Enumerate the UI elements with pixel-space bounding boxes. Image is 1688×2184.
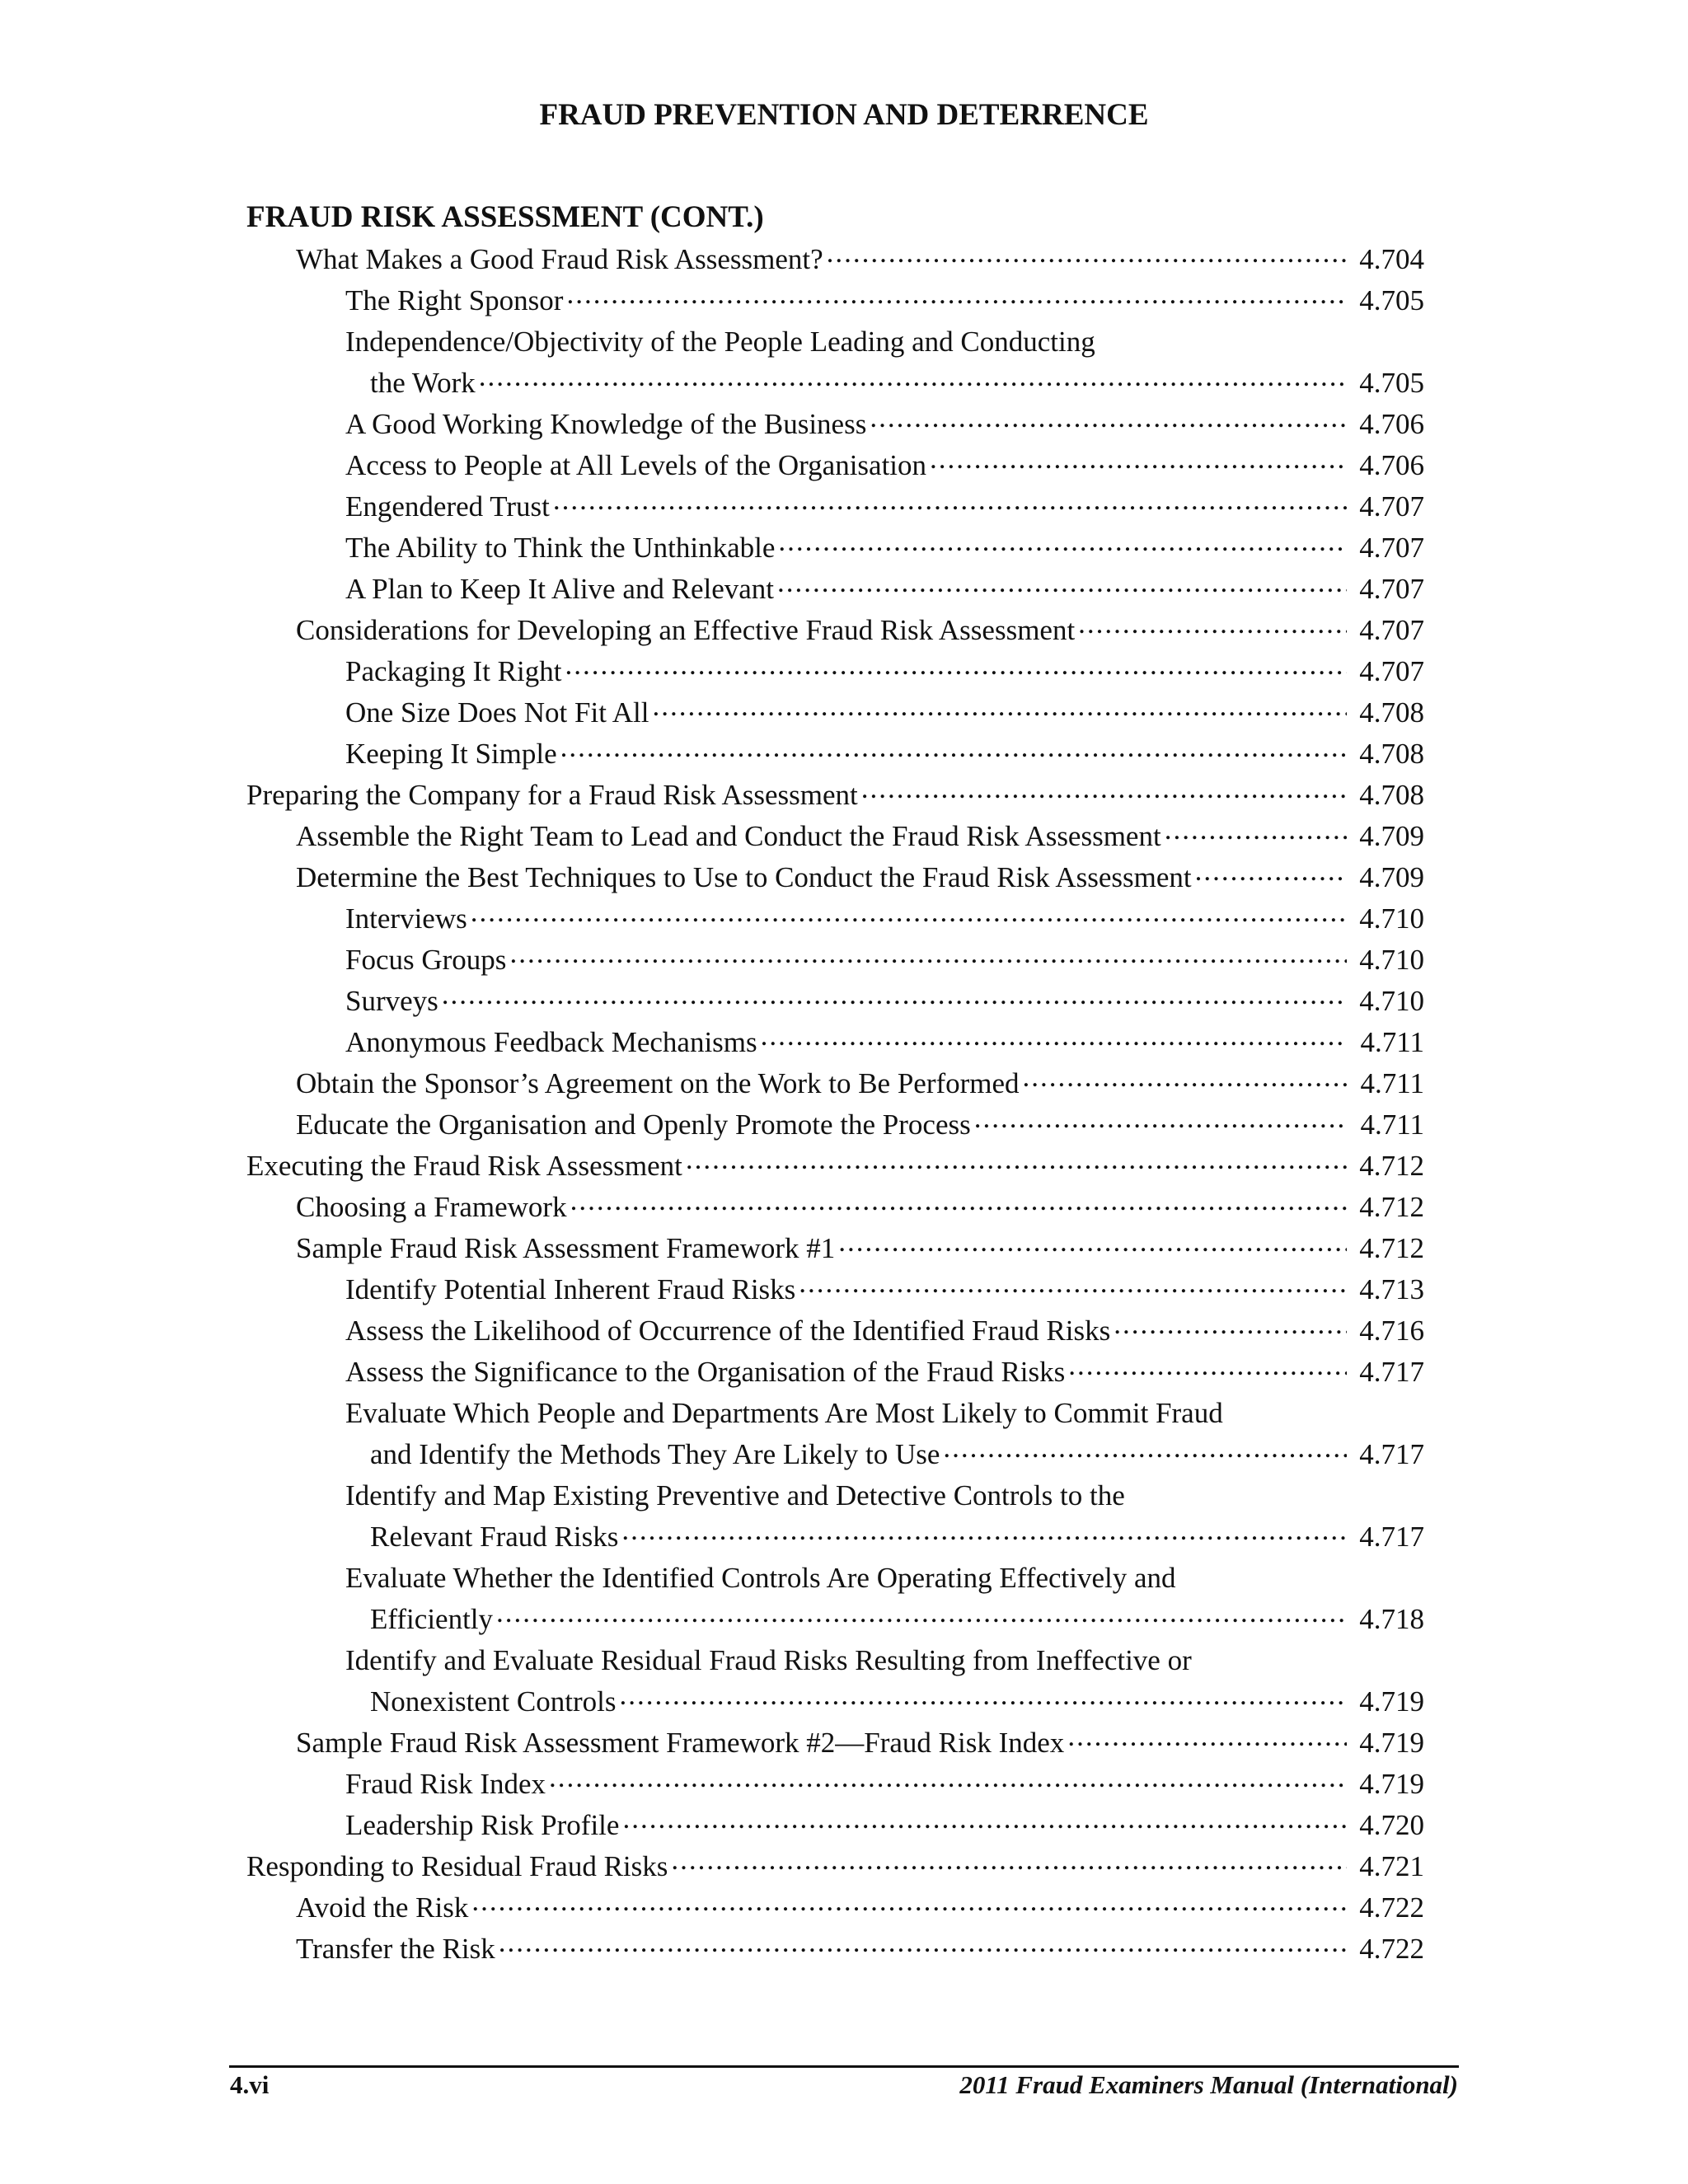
toc-entry[interactable]: [0, 733, 1688, 775]
toc-entry[interactable]: [0, 1146, 1688, 1187]
toc-entry[interactable]: [0, 816, 1688, 857]
toc-entry[interactable]: [0, 1640, 1688, 1722]
toc-entry-title: A Plan to Keep It Alive and Relevant: [345, 573, 775, 605]
toc-entry[interactable]: [0, 940, 1688, 981]
toc-entry-title: Sample Fraud Risk Assessment Framework #1: [296, 1232, 836, 1264]
toc-entry-title: Engendered Trust: [345, 490, 550, 523]
toc-page-number: 4.707: [1359, 573, 1424, 605]
toc-page-number: 4.709: [1359, 820, 1424, 852]
dot-leader: [861, 783, 1347, 816]
toc-page-number: 4.721: [1359, 1850, 1424, 1882]
toc-entry-title: Evaluate Which People and Departments Are Most Likely to Commit Fraud: [345, 1397, 1223, 1429]
toc-page-number: 4.705: [1359, 367, 1424, 399]
toc-entry-title: Educate the Organisation and Openly Promote the Process: [296, 1108, 971, 1141]
toc-page-number: 4.709: [1359, 861, 1424, 893]
toc-entry-title: The Ability to Think the Unthinkable: [345, 532, 776, 564]
toc-page-number: 4.708: [1359, 738, 1424, 770]
toc-page-number: 4.716: [1359, 1315, 1424, 1347]
toc-entry[interactable]: [0, 1310, 1688, 1352]
toc-page-number: 4.710: [1359, 985, 1424, 1017]
dot-leader: [943, 1442, 1347, 1475]
toc-entry-title: A Good Working Knowledge of the Business: [345, 408, 867, 440]
toc-entry-title: and Identify the Methods They Are Likely to Use: [370, 1438, 940, 1470]
toc-entry-title: Evaluate Whether the Identified Controls Are Operating Effectively and: [345, 1562, 1176, 1594]
toc-page-number: 4.710: [1359, 944, 1424, 976]
toc-page-number: 4.717: [1359, 1521, 1424, 1553]
toc-entry-title: Avoid the Risk: [296, 1891, 469, 1924]
dot-leader: [761, 1030, 1347, 1063]
toc-entry-title: Identify and Map Existing Preventive and Detective Controls to the: [345, 1479, 1125, 1511]
toc-page-number: 4.719: [1359, 1768, 1424, 1800]
dot-leader: [799, 1277, 1347, 1310]
toc-entry-title: Transfer the Risk: [296, 1933, 495, 1965]
toc-entry-title: the Work: [370, 367, 476, 399]
toc-page-number: 4.711: [1360, 1026, 1424, 1058]
dot-leader: [619, 1690, 1347, 1722]
toc-entry[interactable]: [0, 1063, 1688, 1104]
toc-page-number: 4.718: [1359, 1603, 1424, 1635]
toc-entry-title: Access to People at All Levels of the Organisation: [345, 449, 927, 481]
toc-entry[interactable]: [0, 486, 1688, 527]
toc-entry-title: Obtain the Sponsor’s Agreement on the Work to Be Performed: [296, 1067, 1020, 1099]
toc-entry-title: One Size Does Not Fit All: [345, 696, 649, 729]
toc-entry-title: Independence/Objectivity of the People Leading and Conducting: [345, 326, 1095, 358]
footer-page-number: 4.vi: [230, 2070, 270, 2099]
dot-leader: [777, 577, 1347, 610]
toc-entry[interactable]: [0, 1352, 1688, 1393]
toc-entry[interactable]: [0, 404, 1688, 445]
dot-leader: [566, 288, 1347, 321]
dot-leader: [479, 371, 1347, 404]
toc-page-number: 4.706: [1359, 449, 1424, 481]
toc-entry-title: Responding to Residual Fraud Risks: [246, 1850, 668, 1882]
toc-entry[interactable]: [0, 651, 1688, 692]
toc-entry-title: Identify and Evaluate Residual Fraud Risks Resulting from Ineffective or: [345, 1644, 1192, 1676]
dot-leader: [1023, 1071, 1347, 1104]
section-heading: FRAUD RISK ASSESSMENT (CONT.): [246, 200, 764, 234]
toc-page-number: 4.711: [1360, 1108, 1424, 1141]
toc-entry-title: Nonexistent Controls: [370, 1685, 617, 1718]
toc-entry-title: Relevant Fraud Risks: [370, 1521, 619, 1553]
dot-leader: [499, 1937, 1347, 1970]
toc-page-number: 4.717: [1359, 1356, 1424, 1388]
toc-page-number: 4.708: [1359, 696, 1424, 729]
dot-leader: [1068, 1360, 1347, 1393]
dot-leader: [870, 412, 1347, 445]
toc-page-number: 4.713: [1359, 1273, 1424, 1305]
dot-leader: [1165, 824, 1347, 857]
toc-page-number: 4.707: [1359, 614, 1424, 646]
footer-manual-title: 2011 Fraud Examiners Manual (International): [959, 2070, 1458, 2099]
dot-leader: [471, 907, 1347, 940]
toc-page-number: 4.706: [1359, 408, 1424, 440]
toc-entry-title: The Right Sponsor: [345, 284, 564, 316]
toc-page-number: 4.708: [1359, 779, 1424, 811]
toc-entry[interactable]: [0, 981, 1688, 1022]
toc-entry[interactable]: [0, 527, 1688, 569]
toc-page-number: 4.710: [1359, 902, 1424, 935]
toc-entry-title: Executing the Fraud Risk Assessment: [246, 1150, 682, 1182]
toc-entry-title: Preparing the Company for a Fraud Risk Assessment: [246, 779, 858, 811]
toc-entry[interactable]: [0, 239, 1688, 280]
dot-leader: [509, 948, 1347, 981]
toc-entry-title: Assemble the Right Team to Lead and Conduct the Fraud Risk Assessment: [296, 820, 1161, 852]
toc-entry-title: Packaging It Right: [345, 655, 562, 687]
dot-leader: [496, 1607, 1347, 1640]
toc-page-number: 4.712: [1359, 1232, 1424, 1264]
toc-entry[interactable]: [0, 898, 1688, 940]
dot-leader: [974, 1113, 1347, 1146]
toc-entry-title: Focus Groups: [345, 944, 507, 976]
toc-page-number: 4.705: [1359, 284, 1424, 316]
toc-entry[interactable]: [0, 1475, 1688, 1558]
toc-entry[interactable]: [0, 1104, 1688, 1146]
toc-entry-title: Fraud Risk Index: [345, 1768, 546, 1800]
toc-entry[interactable]: [0, 569, 1688, 610]
dot-leader: [1067, 1731, 1347, 1764]
toc-entry[interactable]: [0, 1228, 1688, 1269]
dot-leader: [686, 1154, 1347, 1187]
toc-entry[interactable]: [0, 1393, 1688, 1475]
toc-page-number: 4.719: [1359, 1727, 1424, 1759]
dot-leader: [1078, 618, 1347, 651]
dot-leader: [827, 247, 1347, 280]
dot-leader: [778, 536, 1347, 569]
toc-entry[interactable]: [0, 1929, 1688, 1970]
toc-entry-title: Assess the Likelihood of Occurrence of the Identified Fraud Risks: [345, 1315, 1111, 1347]
toc-entry[interactable]: [0, 857, 1688, 898]
toc-entry[interactable]: [0, 610, 1688, 651]
dot-leader: [553, 494, 1347, 527]
dot-leader: [652, 701, 1347, 733]
toc-page-number: 4.707: [1359, 490, 1424, 523]
dot-leader: [560, 742, 1347, 775]
toc-entry[interactable]: [0, 321, 1688, 404]
toc-page-number: 4.719: [1359, 1685, 1424, 1718]
toc-page-number: 4.722: [1359, 1933, 1424, 1965]
toc-page-number: 4.720: [1359, 1809, 1424, 1841]
toc-entry-title: Keeping It Simple: [345, 738, 557, 770]
toc-page-number: 4.712: [1359, 1191, 1424, 1223]
toc-entry[interactable]: [0, 692, 1688, 733]
toc-entry-title: Sample Fraud Risk Assessment Framework #2—Fraud Risk Index: [296, 1727, 1065, 1759]
toc-entry-title: Interviews: [345, 902, 467, 935]
toc-entry-title: Considerations for Developing an Effective Fraud Risk Assessment: [296, 614, 1076, 646]
dot-leader: [1195, 865, 1347, 898]
toc-entry[interactable]: [0, 1187, 1688, 1228]
page-title: FRAUD PREVENTION AND DETERRENCE: [539, 98, 1149, 132]
dot-leader: [930, 453, 1347, 486]
dot-leader: [838, 1236, 1347, 1269]
table-of-contents: [0, 239, 1688, 1970]
toc-entry[interactable]: [0, 1846, 1688, 1887]
toc-page-number: 4.707: [1359, 655, 1424, 687]
toc-entry-title: Determine the Best Techniques to Use to Conduct the Fraud Risk Assessment: [296, 861, 1192, 893]
toc-entry[interactable]: [0, 1805, 1688, 1846]
toc-entry[interactable]: [0, 1022, 1688, 1063]
footer-divider: [229, 2065, 1459, 2068]
toc-page-number: 4.704: [1359, 243, 1424, 275]
dot-leader: [622, 1813, 1347, 1846]
toc-entry[interactable]: [0, 1558, 1688, 1640]
dot-leader: [471, 1896, 1347, 1929]
dot-leader: [1114, 1319, 1347, 1352]
toc-entry[interactable]: [0, 1764, 1688, 1805]
toc-entry-title: Leadership Risk Profile: [345, 1809, 620, 1841]
toc-entry[interactable]: [0, 280, 1688, 321]
toc-entry[interactable]: [0, 1722, 1688, 1764]
toc-entry[interactable]: [0, 775, 1688, 816]
toc-page-number: 4.717: [1359, 1438, 1424, 1470]
dot-leader: [570, 1195, 1347, 1228]
toc-entry[interactable]: [0, 1269, 1688, 1310]
dot-leader: [549, 1772, 1347, 1805]
dot-leader: [671, 1854, 1347, 1887]
toc-entry-title: Choosing a Framework: [296, 1191, 567, 1223]
toc-page-number: 4.707: [1359, 532, 1424, 564]
toc-entry-title: Anonymous Feedback Mechanisms: [345, 1026, 757, 1058]
toc-page-number: 4.711: [1360, 1067, 1424, 1099]
toc-entry[interactable]: [0, 1887, 1688, 1929]
dot-leader: [565, 659, 1347, 692]
toc-entry[interactable]: [0, 445, 1688, 486]
dot-leader: [621, 1525, 1347, 1558]
dot-leader: [442, 989, 1347, 1022]
toc-entry-title: Efficiently: [370, 1603, 494, 1635]
toc-page-number: 4.712: [1359, 1150, 1424, 1182]
toc-entry-title: Assess the Significance to the Organisation of the Fraud Risks: [345, 1356, 1066, 1388]
toc-entry-title: What Makes a Good Fraud Risk Assessment?: [296, 243, 823, 275]
toc-entry-title: Surveys: [345, 985, 438, 1017]
toc-page-number: 4.722: [1359, 1891, 1424, 1924]
toc-entry-title: Identify Potential Inherent Fraud Risks: [345, 1273, 796, 1305]
